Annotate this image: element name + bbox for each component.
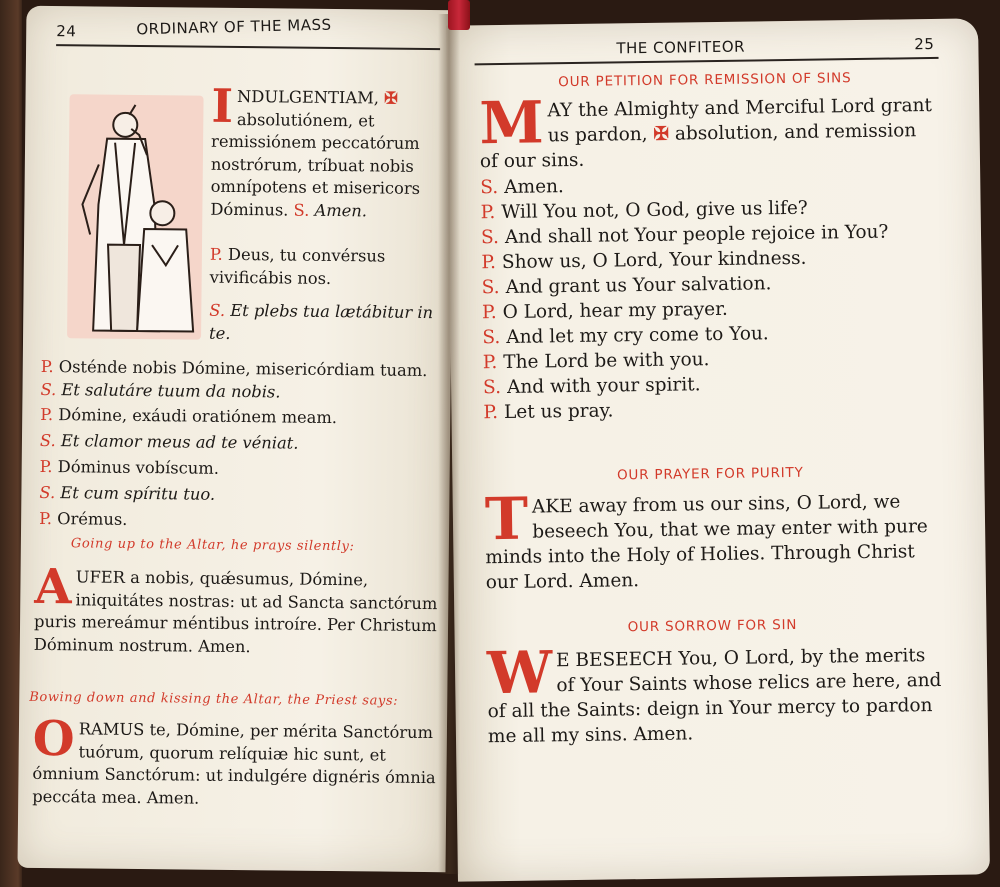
right-page-header-title: THE CONFITEOR [616, 37, 746, 58]
indulgentiam-text: absolutiónem, et remissiónem peccatórum nostrórum, tríbuat nobis omnípotens et misericors Dóminus. [210, 109, 421, 220]
aufer-text: a nobis, quǽsumus, Dómine, iniquitátes nostras: ut ad Sancta sanctórum puris mereámur méntibus introíre. Per Christum Dóminum nostrum. Amen. [33, 567, 438, 656]
right-page-header [446, 18, 979, 65]
heading-sorrow: OUR SORROW FOR SIN [627, 616, 798, 636]
speaker-s: S. [209, 300, 226, 320]
we-beseech-prayer [486, 638, 948, 749]
indulgentiam-opening: NDULGENTIAM, [237, 86, 380, 108]
response-amen: Amen. [314, 200, 368, 221]
drop-cap-a: A [34, 558, 72, 616]
bookmark-ribbon [448, 0, 470, 30]
prayer-text-b: absolution, and remission of our sins. [479, 120, 917, 173]
oramus-text: te, Dómine, per mérita Sanctórum tuórum, quorum relíquiæ hic sunt, et ómnium Sanctórum: ut indulgére dignéris ómnia peccáta mea. Amen. [32, 720, 436, 808]
speaker: S. [480, 177, 499, 199]
versicle-reply: Et salutáre tuum da nobis. [61, 379, 281, 402]
prayer-opening: AY [547, 100, 573, 122]
speaker-s: S. [40, 379, 57, 399]
drop-cap-t: T [484, 484, 529, 554]
versicle-oremus [39, 508, 439, 535]
short-versicle-1 [210, 244, 440, 292]
rubric-bowing-down: Bowing down and kissing the Altar, the Priest says: [29, 689, 399, 709]
may-the-almighty-prayer [478, 88, 940, 174]
dialogue-text: Amen. [504, 176, 565, 198]
book-gutter [438, 14, 460, 874]
cross-icon: ✠ [384, 88, 398, 108]
versicle-text: Et clamor meus ad te véniat. [60, 431, 299, 453]
dialogue-text: Show us, O Lord, Your kindness. [501, 247, 807, 273]
speaker: S. [480, 227, 500, 249]
dialogue-text: And with your spirit. [506, 374, 701, 398]
aufer-prayer [33, 558, 439, 661]
priest-and-server-illustration [67, 94, 204, 339]
speaker: P. [482, 352, 498, 374]
versicle-ostende [40, 356, 440, 405]
left-page [17, 6, 454, 872]
prayer-opening: E BESEECH [555, 648, 673, 672]
versicle-et-cum-spiritu [39, 482, 439, 509]
speaker: S. [482, 377, 502, 399]
left-page-header [26, 6, 454, 50]
dialogue-list [480, 169, 943, 425]
dialogue-text: And shall not Your people rejoice in You? [504, 221, 889, 248]
prayer-opening: AKE [531, 496, 573, 518]
dialogue-text: Will You not, O God, give us life? [501, 197, 808, 224]
versicle-text: Et plebs tua lætábitur in te. [209, 300, 434, 343]
heading-purity: OUR PRAYER FOR PURITY [616, 464, 804, 484]
right-page-number: 25 [914, 34, 935, 54]
oramus-opening: RAMUS [78, 719, 145, 740]
drop-cap-m: M [478, 88, 545, 158]
versicle-text: Osténde nobis Dómine, misericórdiam tuam. [58, 357, 428, 381]
speaker-p: P. [209, 244, 223, 264]
left-page-number: 24 [56, 22, 77, 41]
header-rule [56, 44, 440, 50]
aufer-opening: UFER [75, 567, 126, 587]
speaker: P. [481, 252, 497, 274]
versicle-et-clamor [40, 430, 440, 457]
prayer-text-a: the Almighty and Merciful Lord grant us pardon, [547, 94, 933, 147]
heading-petition: OUR PETITION FOR REMISSION OF SINS [558, 70, 852, 91]
oramus-prayer [32, 710, 437, 813]
versicle-text: Orémus. [57, 509, 128, 529]
speaker: P. [481, 302, 497, 324]
dialogue-text: Let us pray. [503, 400, 614, 423]
header-rule [475, 57, 939, 65]
speaker-s: S. [39, 482, 56, 503]
versicle-dominus-vobiscum [40, 456, 440, 483]
speaker-s: S. [39, 430, 56, 451]
illustration-drawing [67, 94, 204, 339]
versicle-domine-exaudi [40, 404, 440, 431]
dialogue-line [483, 394, 943, 425]
speaker: P. [483, 402, 499, 424]
versicle-text: Dómine, exáudi oratiónem meam. [58, 405, 338, 428]
speaker: P. [480, 202, 496, 224]
response-speaker: S. [293, 200, 310, 220]
speaker: S. [481, 277, 500, 299]
take-away-prayer [484, 484, 946, 595]
dialogue-text: And let my cry come to You. [506, 323, 769, 348]
indulgentiam-prayer [210, 78, 441, 224]
versicle-text: Dóminus vobíscum. [57, 457, 220, 478]
prayer-text: You, O Lord, by the merits of Your Saints whose relics are here, and of all the Saints: deign in Your mercy to pardon me all my sins. Amen. [487, 645, 942, 748]
left-page-header-title: ORDINARY OF THE MASS [136, 15, 332, 39]
speaker-p: P. [39, 456, 53, 477]
cross-icon: ✠ [653, 123, 670, 145]
rubric-going-up: Going up to the Altar, he prays silently: [70, 536, 355, 555]
dialogue-text: And grant us Your salvation. [505, 273, 772, 298]
drop-cap-o: O [32, 710, 75, 768]
drop-cap-w: W [486, 638, 553, 708]
prayer-text: away from us our sins, O Lord, we beseech You, that we may enter with pure minds into the Holy of Holies. Through Christ our Lord. Amen. [485, 491, 928, 594]
speaker-p: P. [39, 508, 53, 529]
speaker: S. [482, 327, 501, 349]
dialogue-text: O Lord, hear my prayer. [502, 298, 728, 323]
dialogue-text: The Lord be with you. [503, 349, 710, 373]
versicle-text: Deus, tu convérsus vivificábis nos. [209, 244, 386, 288]
right-page [446, 18, 990, 881]
short-versicle-2 [209, 300, 439, 348]
drop-cap-i: I [211, 78, 234, 133]
versicle-text: Et cum spíritu tuo. [60, 483, 216, 504]
speaker-p: P. [40, 404, 54, 425]
speaker-p: P. [40, 356, 54, 377]
